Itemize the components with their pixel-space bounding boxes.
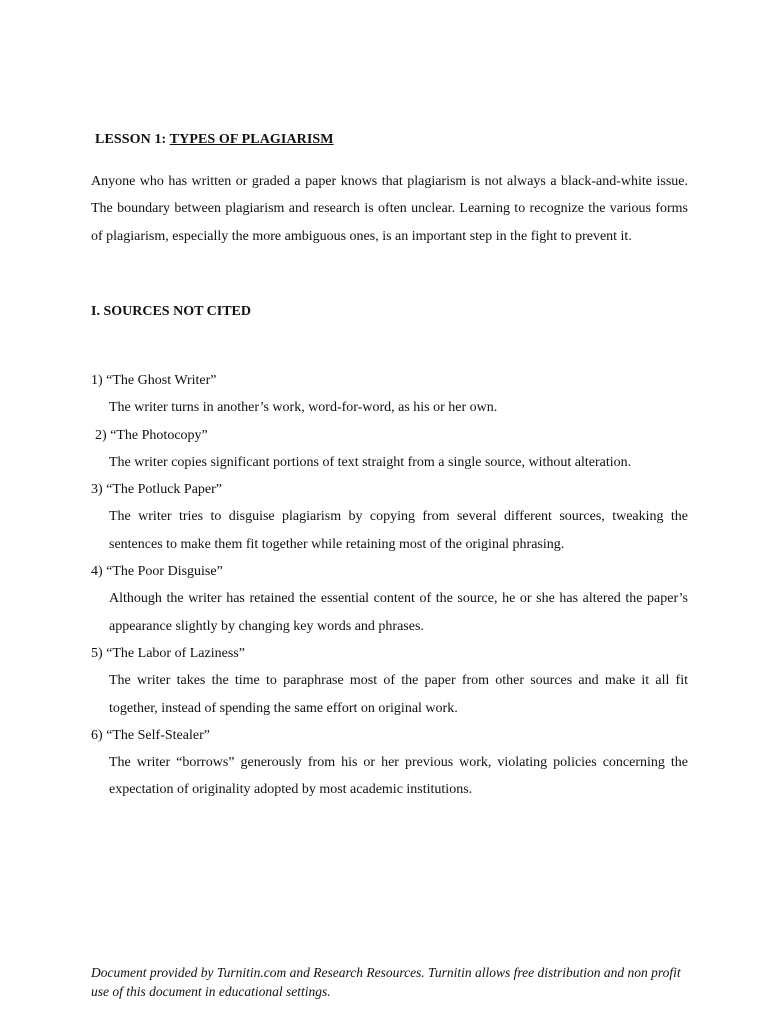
item-description: The writer takes the time to paraphrase most of the paper from other sources and make it all fit together, instead of spending the same effort on original work. bbox=[109, 673, 688, 716]
item-title: 2) “The Photocopy” bbox=[95, 427, 208, 443]
intro-paragraph: Anyone who has written or graded a paper knows that plagiarism is not always a black-and-white issue. The boundary between plagiarism and research is often unclear. Learning to recognize the various forms of plagiarism, especially the more ambiguous ones, is an important step in the fight to prevent it. bbox=[91, 174, 688, 244]
item-title: 6) “The Self-Stealer” bbox=[91, 727, 210, 743]
footer-note: Document provided by Turnitin.com and Research Resources. Turnitin allows free distribution and non profit use of this document in educational settings. bbox=[91, 965, 681, 999]
plagiarism-types-list bbox=[91, 367, 688, 804]
section-heading: I. SOURCES NOT CITED bbox=[91, 304, 252, 319]
lesson-title bbox=[95, 132, 334, 148]
item-description: The writer turns in another’s work, word-for-word, as his or her own. bbox=[109, 400, 498, 416]
list-item bbox=[91, 476, 688, 558]
lesson-title-underlined: TYPES OF PLAGIARISM bbox=[169, 132, 334, 147]
list-item bbox=[91, 558, 688, 640]
item-description: The writer “borrows” generously from his or her previous work, violating policies concerning the expectation of originality adopted by most academic institutions. bbox=[109, 755, 688, 798]
lesson-prefix: LESSON 1: bbox=[95, 132, 170, 147]
item-description: The writer tries to disguise plagiarism by copying from several different sources, tweaking the sentences to make them fit together while retaining most of the original phrasing. bbox=[109, 509, 688, 552]
item-description: Although the writer has retained the essential content of the source, he or she has altered the paper’s appearance slightly by changing key words and phrases. bbox=[109, 591, 688, 634]
item-description: The writer copies significant portions of text straight from a single source, without alteration. bbox=[109, 454, 632, 470]
list-item bbox=[91, 367, 688, 422]
list-item bbox=[91, 422, 688, 477]
item-title: 3) “The Potluck Paper” bbox=[91, 482, 223, 498]
item-title: 1) “The Ghost Writer” bbox=[91, 373, 217, 388]
item-title: 4) “The Poor Disguise” bbox=[91, 564, 223, 580]
list-item bbox=[91, 640, 688, 722]
item-title: 5) “The Labor of Laziness” bbox=[91, 645, 245, 661]
list-item bbox=[91, 722, 688, 804]
